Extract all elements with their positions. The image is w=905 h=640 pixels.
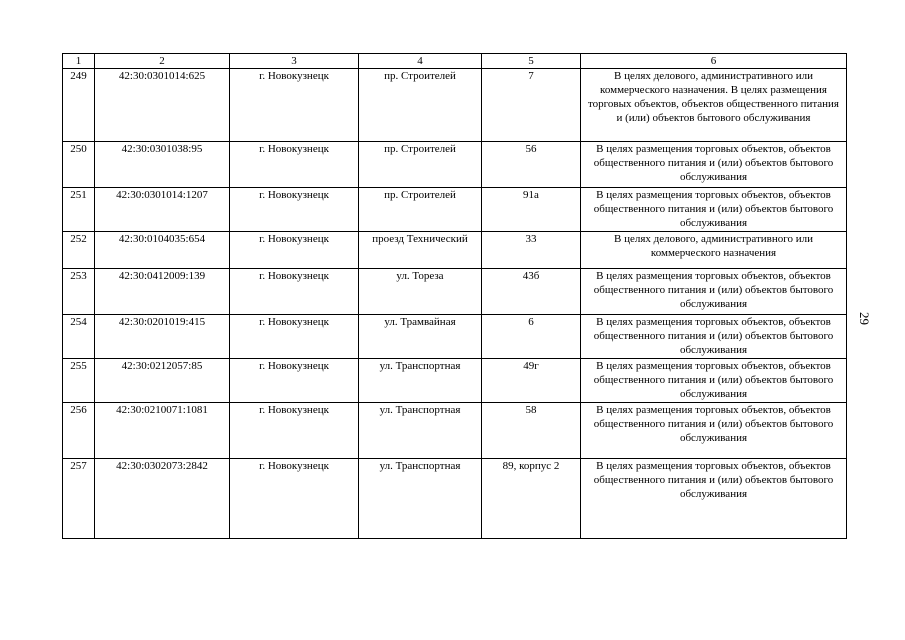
street: проезд Технический: [359, 232, 482, 269]
city: г. Новокузнецк: [230, 315, 359, 359]
header-cell-5: 5: [482, 54, 581, 69]
house-number: 49г: [482, 359, 581, 403]
cadastral-number: 42:30:0212057:85: [95, 359, 230, 403]
table-row: [63, 315, 847, 359]
property-table: [62, 53, 847, 539]
row-number: 252: [63, 232, 95, 269]
street: пр. Строителей: [359, 188, 482, 232]
house-number: 58: [482, 403, 581, 459]
house-number: 91а: [482, 188, 581, 232]
city: г. Новокузнецк: [230, 269, 359, 315]
house-number: 6: [482, 315, 581, 359]
row-number: 254: [63, 315, 95, 359]
table-row: [63, 188, 847, 232]
row-number: 250: [63, 142, 95, 188]
city: г. Новокузнецк: [230, 69, 359, 142]
street: пр. Строителей: [359, 142, 482, 188]
header-cell-3: 3: [230, 54, 359, 69]
street: ул. Транспортная: [359, 359, 482, 403]
purpose: В целях делового, административного или коммерческого назначения. В целях размещения торговых объектов, объектов общественного питания и (или) объектов бытового обслуживания: [581, 69, 847, 142]
row-number: 255: [63, 359, 95, 403]
table-row: [63, 69, 847, 142]
city: г. Новокузнецк: [230, 142, 359, 188]
city: г. Новокузнецк: [230, 459, 359, 539]
row-number: 251: [63, 188, 95, 232]
purpose: В целях размещения торговых объектов, объектов общественного питания и (или) объектов бытового обслуживания: [581, 269, 847, 315]
cadastral-number: 42:30:0301014:1207: [95, 188, 230, 232]
row-number: 257: [63, 459, 95, 539]
city: г. Новокузнецк: [230, 359, 359, 403]
purpose: В целях делового, административного или коммерческого назначения: [581, 232, 847, 269]
cadastral-number: 42:30:0104035:654: [95, 232, 230, 269]
cadastral-number: 42:30:0301038:95: [95, 142, 230, 188]
house-number: 89, корпус 2: [482, 459, 581, 539]
header-cell-4: 4: [359, 54, 482, 69]
table-row: [63, 269, 847, 315]
table-row: [63, 359, 847, 403]
purpose: В целях размещения торговых объектов, объектов общественного питания и (или) объектов бытового обслуживания: [581, 403, 847, 459]
purpose: В целях размещения торговых объектов, объектов общественного питания и (или) объектов бытового обслуживания: [581, 315, 847, 359]
row-number: 249: [63, 69, 95, 142]
header-cell-6: 6: [581, 54, 847, 69]
house-number: 43б: [482, 269, 581, 315]
page-number: 29: [857, 312, 872, 325]
street: ул. Тореза: [359, 269, 482, 315]
cadastral-number: 42:30:0302073:2842: [95, 459, 230, 539]
cadastral-number: 42:30:0301014:625: [95, 69, 230, 142]
city: г. Новокузнецк: [230, 188, 359, 232]
street: пр. Строителей: [359, 69, 482, 142]
cadastral-number: 42:30:0412009:139: [95, 269, 230, 315]
street: ул. Транспортная: [359, 403, 482, 459]
table-row: [63, 232, 847, 269]
purpose: В целях размещения торговых объектов, объектов общественного питания и (или) объектов бытового обслуживания: [581, 359, 847, 403]
house-number: 7: [482, 69, 581, 142]
header-cell-1: 1: [63, 54, 95, 69]
header-row: [63, 54, 847, 69]
city: г. Новокузнецк: [230, 403, 359, 459]
table-row: [63, 403, 847, 459]
city: г. Новокузнецк: [230, 232, 359, 269]
house-number: 33: [482, 232, 581, 269]
purpose: В целях размещения торговых объектов, объектов общественного питания и (или) объектов бытового обслуживания: [581, 142, 847, 188]
cadastral-number: 42:30:0201019:415: [95, 315, 230, 359]
table-row: [63, 459, 847, 539]
row-number: 253: [63, 269, 95, 315]
house-number: 56: [482, 142, 581, 188]
header-cell-2: 2: [95, 54, 230, 69]
cadastral-number: 42:30:0210071:1081: [95, 403, 230, 459]
street: ул. Транспортная: [359, 459, 482, 539]
table-row: [63, 142, 847, 188]
purpose: В целях размещения торговых объектов, объектов общественного питания и (или) объектов бытового обслуживания: [581, 459, 847, 539]
row-number: 256: [63, 403, 95, 459]
street: ул. Трамвайная: [359, 315, 482, 359]
purpose: В целях размещения торговых объектов, объектов общественного питания и (или) объектов бытового обслуживания: [581, 188, 847, 232]
